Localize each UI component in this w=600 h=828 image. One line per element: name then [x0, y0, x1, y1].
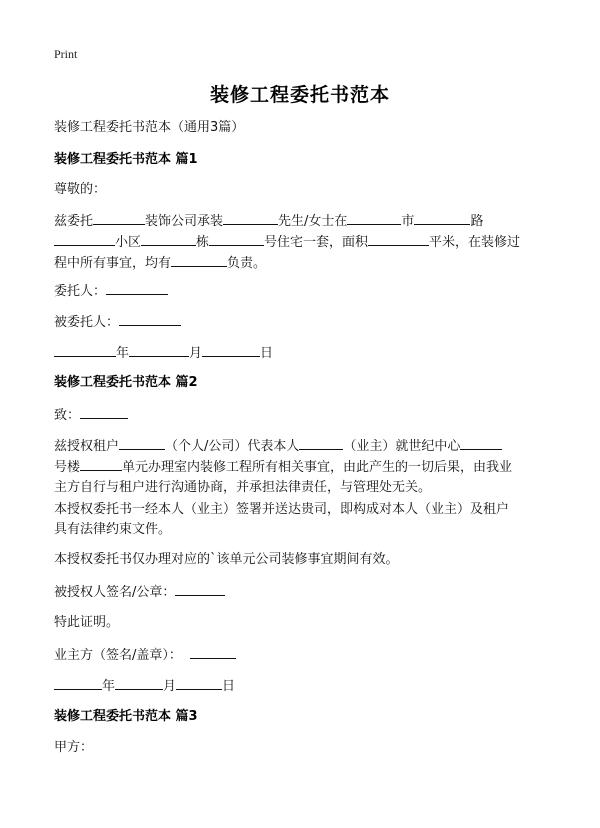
document-subtitle: 装修工程委托书范本（通用3篇）: [54, 120, 245, 135]
body-text: 先生/女士在: [278, 214, 348, 229]
blank-field: [223, 211, 278, 225]
blank-field: [460, 436, 502, 450]
signature-label: 被授权人签名/公章：: [54, 585, 176, 600]
paragraph-line: 具有法律约束文件。: [54, 522, 172, 537]
day-blank: [202, 343, 260, 357]
section-1-body-line-3: [54, 253, 554, 274]
year-label: 年: [116, 346, 130, 361]
blank-field: [141, 232, 196, 246]
section-1-body-line-1: [54, 211, 554, 232]
year-label: 年: [102, 679, 116, 694]
blank-field: [80, 457, 122, 471]
certify-text: 特此证明。: [54, 615, 120, 630]
body-text: 程中所有事宜，均有: [54, 256, 172, 271]
body-text: 市: [401, 214, 415, 229]
body-text: 路: [470, 214, 484, 229]
section-2-date-line: [54, 676, 554, 697]
section-1-body: [54, 211, 554, 274]
print-link[interactable]: Print: [54, 47, 78, 61]
body-text: 号住宅一套，面积: [264, 235, 369, 250]
to-label: 致：: [54, 408, 81, 423]
agent-blank: [119, 312, 181, 326]
month-label: 月: [189, 346, 203, 361]
client-line: [54, 281, 554, 302]
body-text: 装饰公司承装: [145, 214, 224, 229]
day-label: 日: [222, 679, 236, 694]
section-1-date-line: [54, 343, 554, 364]
section-2-paragraph-2: [54, 500, 554, 540]
section-2-body: [54, 436, 554, 498]
section-1-salutation: 尊敬的：: [54, 182, 107, 197]
blank-field: [347, 211, 401, 225]
blank-field: [54, 232, 115, 246]
body-text: （个人/公司）代表本人: [165, 439, 300, 454]
day-label: 日: [260, 346, 274, 361]
month-blank: [129, 343, 189, 357]
body-text: 兹授权租户: [54, 439, 120, 454]
paragraph-line: 本授权委托书一经本人（业主）签署并送达贵司，即构成对本人（业主）及租户: [54, 502, 510, 517]
year-blank: [54, 676, 102, 690]
agent-line: [54, 312, 554, 333]
body-text: 栋: [196, 235, 210, 250]
year-blank: [54, 343, 116, 357]
section-1-body-line-2: [54, 232, 554, 253]
day-blank: [176, 676, 222, 690]
blank-field: [299, 436, 343, 450]
client-blank: [106, 281, 168, 295]
owner-line: [54, 645, 554, 666]
blank-field: [119, 436, 165, 450]
section-2-body-line-1: [54, 436, 554, 457]
month-label: 月: [163, 679, 177, 694]
section-2-body-line-3: 主方自行与租户进行沟通协商，并承担法律责任，与管理处无关。: [54, 480, 432, 495]
section-3-heading: 装修工程委托书范本 篇3: [54, 709, 198, 724]
document-title: 装修工程委托书范本: [209, 84, 390, 106]
owner-blank: [190, 645, 236, 659]
client-label: 委托人：: [54, 284, 107, 299]
body-text: 平米，在装修过: [429, 235, 521, 250]
section-1-heading: 装修工程委托书范本 篇1: [54, 152, 198, 167]
month-blank: [115, 676, 163, 690]
blank-field: [171, 253, 227, 267]
section-2-heading: 装修工程委托书范本 篇2: [54, 375, 198, 390]
body-text: 负责。: [227, 256, 267, 271]
signature-line: [54, 582, 554, 603]
party-a-label: 甲方：: [54, 740, 94, 755]
blank-field: [368, 232, 429, 246]
body-text: 号楼: [54, 460, 81, 475]
to-blank: [80, 405, 128, 419]
blank-field: [414, 211, 470, 225]
body-text: （业主）就世纪中心: [343, 439, 461, 454]
section-2-body-line-2: [54, 457, 554, 478]
signature-blank: [175, 582, 225, 596]
body-text: 兹委托: [54, 214, 94, 229]
body-text: 单元办理室内装修工程所有相关事宜，由此产生的一切后果，由我业: [122, 460, 513, 475]
to-line: [54, 405, 554, 426]
blank-field: [209, 232, 264, 246]
blank-field: [93, 211, 145, 225]
body-text: 小区: [115, 235, 142, 250]
section-2-paragraph-3: 本授权委托书仅办理对应的`该单元公司装修事宜期间有效。: [54, 552, 399, 567]
agent-label: 被委托人：: [54, 315, 120, 330]
owner-label: 业主方（签名/盖章）：: [54, 648, 182, 663]
